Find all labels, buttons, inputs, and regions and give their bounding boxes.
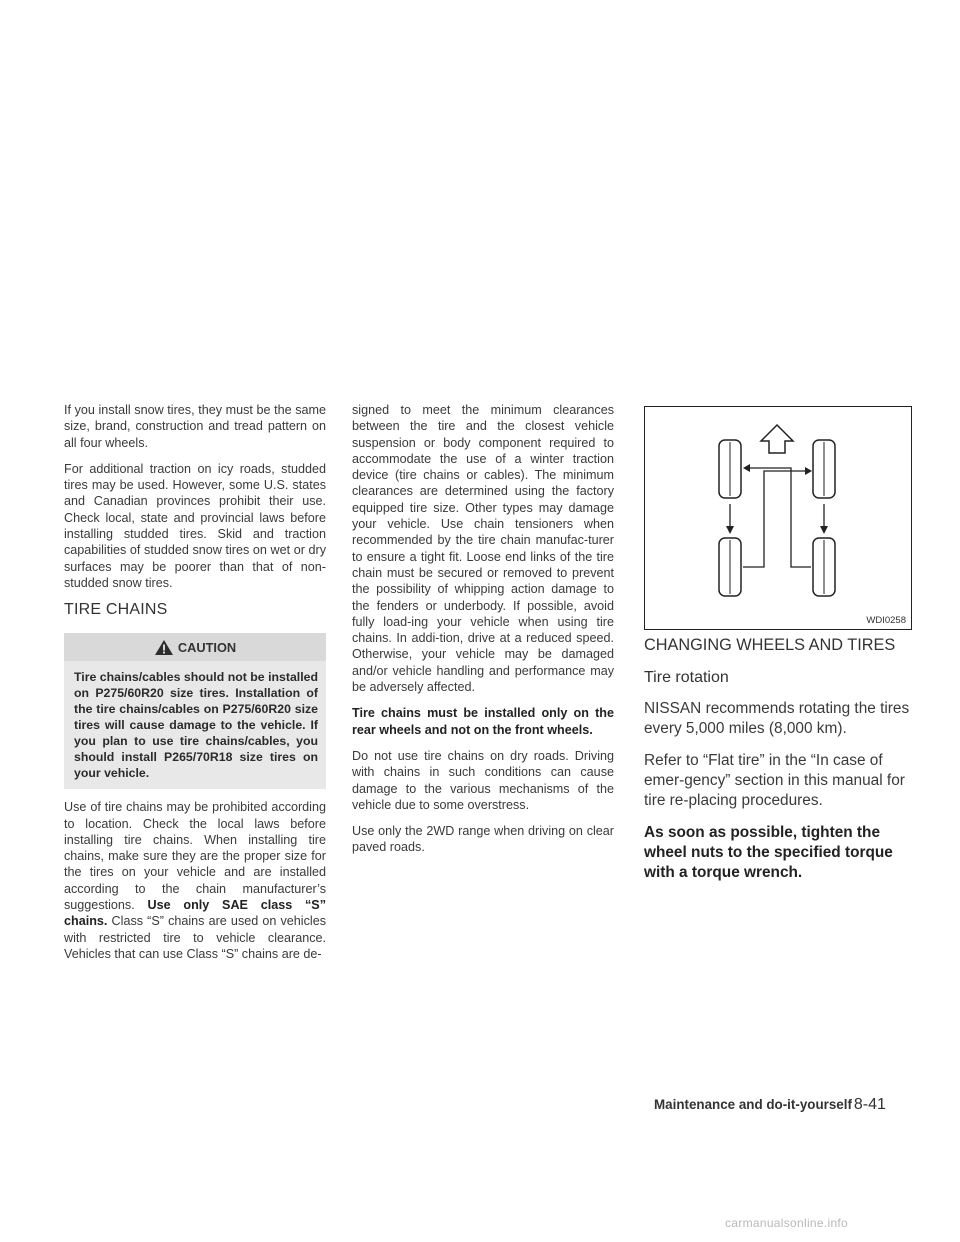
snow-tires-paragraph: If you install snow tires, they must be the same size, brand, construction and tread pattern on all four wheels. [64,403,326,450]
chains-paragraph-bold: Use only SAE class “S” chains. [64,898,326,929]
figure-code: WDI0258 [866,615,906,626]
rear-wheels-warning: Tire chains must be installed only on the rear wheels and not on the front wheels. [352,706,614,737]
caution-label: CAUTION [177,639,237,655]
watermark: carmanualsonline.info [725,1216,849,1230]
subheading-tire-rotation: Tire rotation [644,669,729,686]
warning-icon [154,639,174,656]
studded-tires-paragraph: For additional traction on icy roads, studded tires may be used. However, some U.S. states and Canadian provinces prohibit their use. Check local, state and provincial laws before installing studded tires. Skid and traction capabilities of studded snow tires on wet or dry surfaces may be poorer than that of non-studded snow tires. [64,461,326,590]
column-middle [352,402,614,866]
chains-paragraph-end: Class “S” chains are used on vehicles with restricted tire to vehicle clearance. Vehicles that can use Class “S” chains are de- [64,914,327,961]
torque-warning: As soon as possible, tighten the wheel nuts to the specified torque with a torque wrench. [644,824,893,881]
heading-changing-wheels: CHANGING WHEELS AND TIRES [644,636,896,654]
2wd-paragraph: Use only the 2WD range when driving on clear paved roads. [352,824,614,855]
page-number: 8-41 [853,1096,886,1113]
tire-rotation-diagram [644,406,912,630]
caution-header [64,633,326,661]
column-right [644,632,916,895]
flat-tire-reference-paragraph: Refer to “Flat tire” in the “In case of emer-gency” section in this manual for tire re-placing procedures. [644,752,905,809]
caution-box [64,633,326,789]
page-footer [654,1096,886,1114]
footer-section: Maintenance and do-it-yourself [654,1097,852,1112]
forward-direction-arrow [761,425,793,453]
section-title-tire-chains: TIRE CHAINS [64,601,168,619]
clearance-paragraph: signed to meet the minimum clearances between the tire and the closest vehicle suspension or body component required to accommodate the use of a winter traction device (tire chains or cables). The minimum clearances are determined using the factory equipped tire size. Other types may damage your vehicle. Use chain tensioners when recommended by the tire chain manufac-turer to ensure a tight fit. Loose end links of the tire chain must be secured or removed to prevent the possibility of whipping action damage to the fenders or underbody. If possible, avoid fully load-ing your vehicle when using tire chains. In addi-tion, drive at a reduced speed. Otherwise, your vehicle may be damaged and/or vehicle handling and performance may be adversely affected. [352,403,614,695]
caution-text: Tire chains/cables should not be installed on P275/60R20 size tires. Installation of the tire chains/cables on P275/60R20 size tires will cause damage to the vehicle. If you plan to use tire chains/cables, you should install P265/70R18 size tires on your vehicle. [64,661,326,789]
tire-rotation-svg [645,407,911,629]
rotation-interval-paragraph: NISSAN recommends rotating the tires every 5,000 miles (8,000 km). [644,700,910,737]
column-left [64,402,326,972]
chains-paragraph-start: Use of tire chains may be prohibited according to location. Check the local laws before installing tire chains. When installing tire chains, make sure they are the proper size for the tires on your vehicle and are installed according to the chain manufacturer’s suggestions. [64,800,326,913]
dry-roads-paragraph: Do not use tire chains on dry roads. Driving with chains in such conditions can cause damage to the various mechanisms of the vehicle due to some overstress. [352,748,614,812]
chains-paragraph [64,799,326,962]
